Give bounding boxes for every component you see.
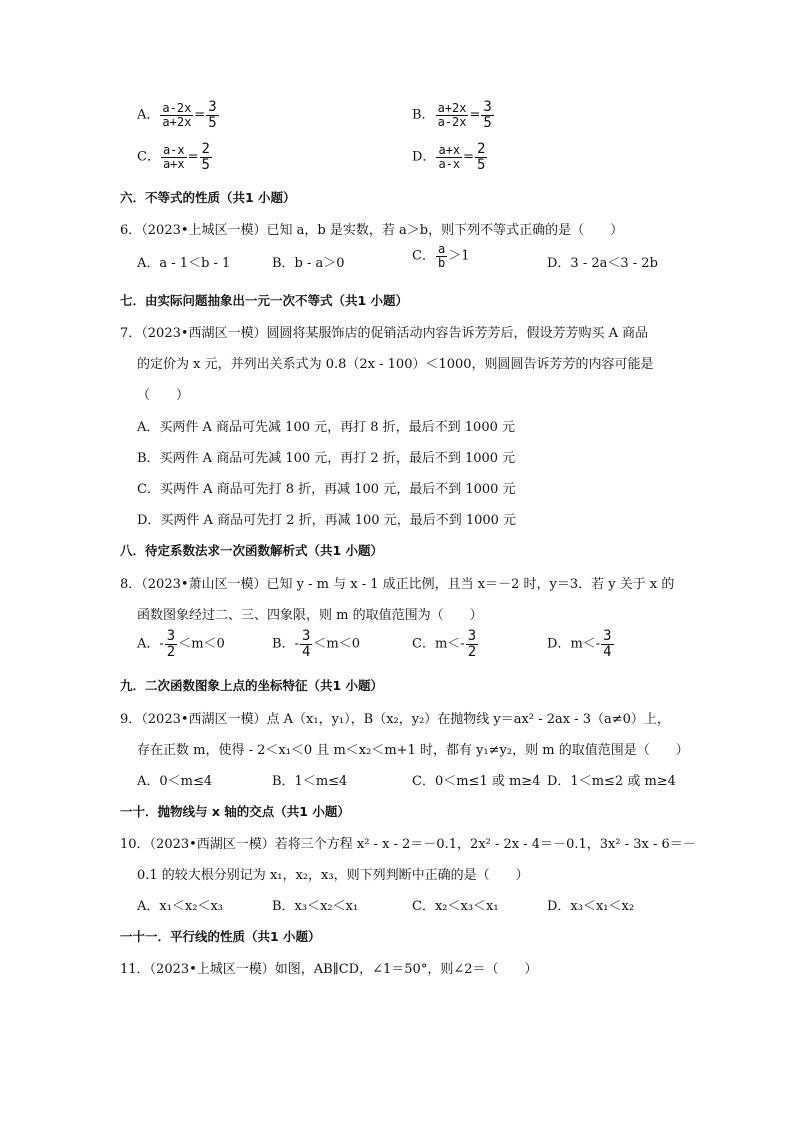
numerator: a+2x: [437, 101, 467, 116]
question-8-line-2: 函数图象经过二、三、四象限，则 m 的取值范围为（ ）: [137, 608, 483, 623]
option-label: C．: [137, 149, 160, 165]
q8-option-b: [272, 629, 360, 659]
section-heading-6: 六．不等式的性质（共1 小题）: [120, 190, 296, 205]
option-label: C．: [412, 248, 435, 264]
fraction: [300, 629, 312, 659]
denominator: a+x: [162, 156, 185, 171]
numerator: a: [437, 242, 446, 256]
question-7-line-2: 的定价为 x 元，并列出关系式为 0.8（2x - 100）＜1000，则圆圆告诉芳芳的内容可能是: [137, 357, 654, 372]
minus-sign: -: [159, 636, 164, 652]
denominator: 5: [201, 156, 210, 173]
q10-option-b: B．x₃＜x₂＜x₁: [272, 899, 359, 914]
denominator: 2: [166, 643, 176, 660]
denominator: a-x: [438, 156, 461, 171]
fraction: [481, 100, 493, 130]
q10-option-c: C．x₂＜x₃＜x₁: [412, 899, 499, 914]
q7-option-a: A．买两件 A 商品可先减 100 元，再打 8 折，最后不到 1000 元: [137, 420, 516, 435]
fraction: [161, 144, 187, 170]
q5-option-b: [412, 100, 495, 130]
minus-sign: -: [294, 636, 299, 652]
denominator: 4: [301, 643, 311, 660]
q6-option-c: [412, 243, 469, 269]
option-label: B．: [412, 107, 435, 123]
q8-option-a: [137, 629, 225, 659]
q9-option-b: B．1＜m≤4: [272, 774, 348, 789]
option-pre: m＜-: [570, 636, 601, 652]
numerator: 3: [301, 628, 311, 644]
fraction: [466, 629, 478, 659]
fraction: [206, 100, 218, 130]
option-label: B．: [272, 636, 295, 652]
denominator: a+2x: [162, 114, 192, 129]
q5-option-d: [412, 142, 488, 172]
q9-option-c: C．0＜m≤1 或 m≥4: [412, 774, 541, 789]
option-pre: m＜-: [434, 636, 465, 652]
numerator: 3: [483, 99, 492, 115]
denominator: 2: [467, 643, 477, 660]
equals: =: [187, 149, 199, 165]
denominator: 4: [603, 643, 612, 660]
denominator: b: [437, 255, 446, 270]
question-9-line-1: 9．（2023•西湖区一模）点 A（x₁，y₁），B（x₂，y₂）在抛物线 y＝ax² - 2ax - 3（a≠0）上，: [120, 712, 670, 727]
equals: =: [463, 149, 475, 165]
q6-option-d: D．3 - 2a＜3 - 2b: [547, 256, 658, 271]
fraction: [601, 629, 613, 659]
option-rest: ＜m＜0: [313, 636, 361, 652]
equals: =: [194, 107, 206, 123]
fraction: [165, 629, 177, 659]
equals: =: [469, 107, 481, 123]
question-7-line-3: （ ）: [137, 388, 190, 403]
q8-option-d: [547, 629, 615, 659]
numerator: 3: [603, 628, 612, 644]
fraction: [436, 102, 469, 128]
numerator: 3: [208, 99, 217, 115]
q7-option-d: D．买两件 A 商品可先打 2 折，再减 100 元，最后不到 1000 元: [137, 513, 517, 528]
option-label: A．: [137, 636, 160, 652]
q6-option-b: B．b - a＞0: [272, 256, 345, 271]
numerator: a-2x: [162, 101, 192, 116]
section-heading-7: 七．由实际问题抽象出一元一次不等式（共1 小题）: [120, 293, 409, 308]
option-label: D．: [547, 636, 571, 652]
option-label: C．: [412, 636, 435, 652]
q7-option-c: C．买两件 A 商品可先打 8 折，再减 100 元，最后不到 1000 元: [137, 482, 516, 497]
numerator: 2: [201, 141, 210, 157]
q10-option-a: A．x₁＜x₂＜x₃: [137, 899, 224, 914]
section-heading-11: 一十一．平行线的性质（共1 小题）: [120, 929, 321, 944]
option-label: D．: [412, 149, 436, 165]
denominator: 5: [483, 114, 492, 131]
numerator: a+x: [438, 143, 461, 158]
numerator: 3: [467, 628, 477, 644]
fraction: [436, 243, 447, 269]
q9-option-a: A．0＜m≤4: [137, 774, 213, 789]
q6-option-a: A．a - 1＜b - 1: [137, 256, 231, 271]
numerator: a-x: [162, 143, 185, 158]
option-label: A．: [137, 107, 160, 123]
question-10-line-2: 0.1 的较大根分别记为 x₁，x₂，x₃，则下列判断中正确的是（ ）: [137, 868, 529, 883]
question-7-line-1: 7．（2023•西湖区一模）圆圆将某服饰店的促销活动内容告诉芳芳后，假设芳芳购买 A 商品: [120, 326, 649, 341]
option-rest: ＜m＜0: [178, 636, 225, 652]
question-8-line-1: 8．（2023•萧山区一模）已知 y - m 与 x - 1 成正比例，且当 x＝－2 时，y＝3．若 y 关于 x 的: [120, 577, 675, 592]
fraction: [436, 144, 462, 170]
denominator: 5: [477, 156, 486, 173]
q8-option-c: [412, 629, 479, 659]
fraction: [160, 102, 193, 128]
numerator: 2: [477, 141, 486, 157]
numerator: 3: [166, 628, 176, 644]
q9-option-d: D．1＜m≤2 或 m≥4: [547, 774, 676, 789]
denominator: 5: [208, 114, 217, 131]
question-10-line-1: 10．（2023•西湖区一模）若将三个方程 x² - x - 2＝－0.1，2x² - 2x - 4＝－0.1，3x² - 3x - 6＝－: [120, 837, 696, 852]
question-9-line-2: 存在正数 m，使得 - 2＜x₁＜0 且 m＜x₂＜m+1 时，都有 y₁≠y₂，则 m 的取值范围是（ ）: [137, 743, 689, 758]
q5-option-c: [137, 142, 213, 172]
section-heading-8: 八．待定系数法求一次函数解析式（共1 小题）: [120, 543, 384, 558]
q10-option-d: D．x₃＜x₁＜x₂: [547, 899, 635, 914]
question-6-stem: 6．（2023•上城区一模）已知 a，b 是实数，若 a＞b，则下列不等式正确的是（ ）: [120, 223, 624, 238]
fraction: [475, 142, 487, 172]
section-heading-10: 一十．抛物线与 x 轴的交点（共1 小题）: [120, 804, 350, 819]
section-heading-9: 九．二次函数图象上点的坐标特征（共1 小题）: [120, 678, 384, 693]
fraction: [200, 142, 212, 172]
denominator: a-2x: [437, 114, 467, 129]
option-rest: ＞1: [448, 248, 470, 264]
q5-option-a: [137, 100, 220, 130]
question-11-line-1: 11．（2023•上城区一模）如图，AB∥CD，∠1＝50°，则∠2＝（ ）: [120, 962, 538, 977]
q7-option-b: B．买两件 A 商品可先减 100 元，再打 2 折，最后不到 1000 元: [137, 451, 516, 466]
